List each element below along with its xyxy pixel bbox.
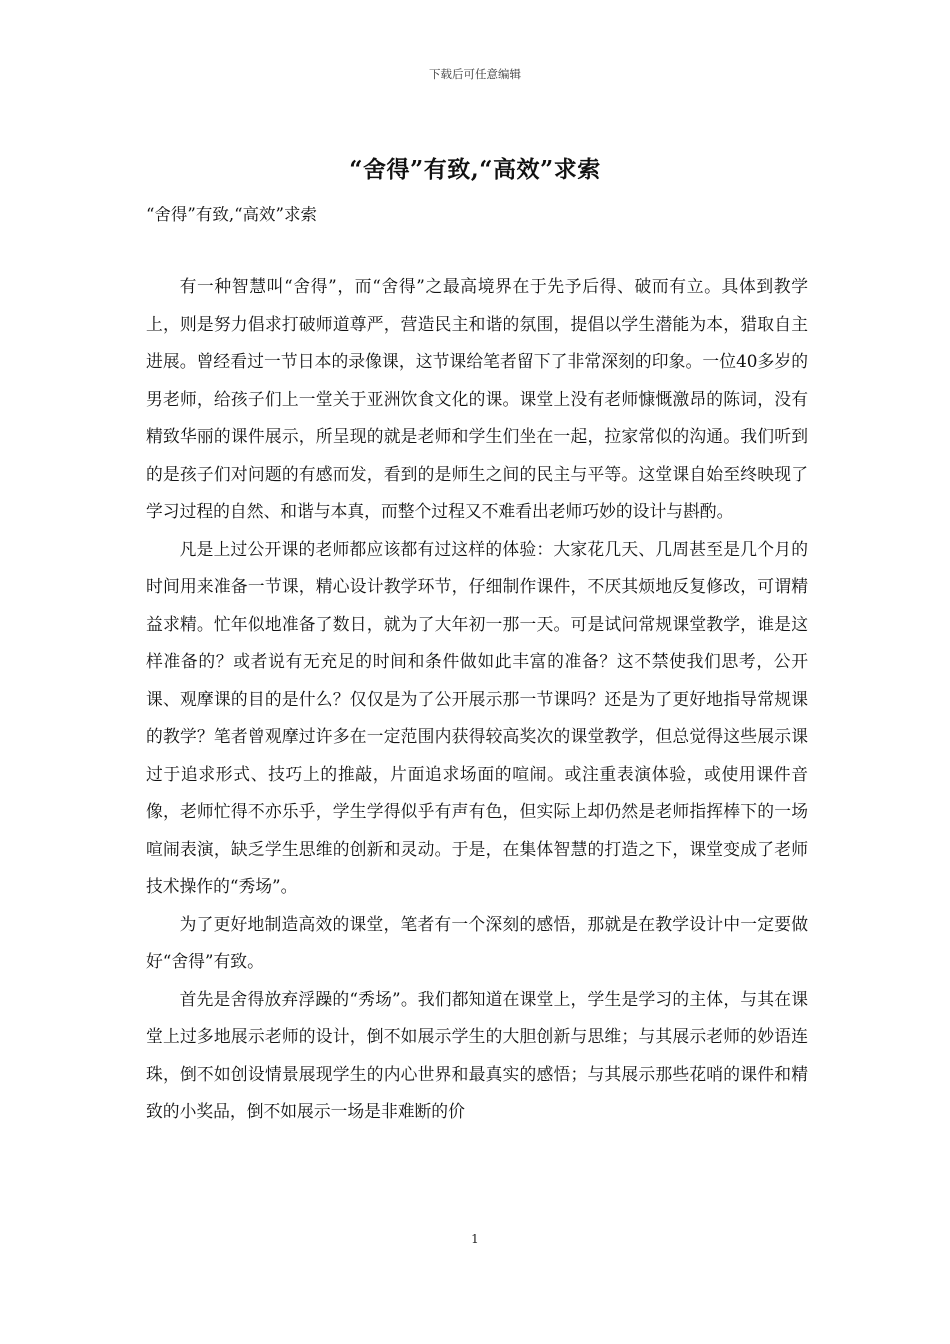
paragraph-1: 有一种智慧叫“舍得”，而“舍得”之最高境界在于先予后得、破而有立。具体到教学上，则是努力倡求打破师道尊严，营造民主和谐的氛围，提倡以学生潜能为本，猎取自主进展。曾经看过一节日本的录像课，这节课给笔者留下了非常深刻的印象。一位40多岁的男老师，给孩子们上一堂关于亚洲饮食文化的课。课堂上没有老师慷慨激昂的陈词，没有精致华丽的课件展示，所呈现的就是老师和学生们坐在一起，拉家常似的沟通。我们听到的是孩子们对问题的有感而发，看到的是师生之间的民主与平等。这堂课自始至终映现了学习过程的自然、和谐与本真，而整个过程又不难看出老师巧妙的设计与斟酌。: [146, 276, 808, 521]
paragraph-4: 首先是舍得放弃浮躁的“秀场”。我们都知道在课堂上，学生是学习的主体，与其在课堂上过多地展示老师的设计，倒不如展示学生的大胆创新与思维；与其展示老师的妙语连珠，倒不如创设情景展现学生的内心世界和最真实的感悟；与其展示那些花哨的课件和精致的小奖品，倒不如展示一场是非难断的价: [146, 988, 808, 1121]
document-subtitle: “舍得”有致,“高效”求索: [146, 205, 317, 224]
page-header: 下载后可任意编辑: [429, 67, 521, 81]
document-body: [146, 268, 808, 1131]
paragraph-3: 为了更好地制造高效的课堂，笔者有一个深刻的感悟，那就是在教学设计中一定要做好“舍得”有致。: [146, 913, 808, 971]
page-number: 1: [471, 1232, 479, 1246]
paragraph-2: 凡是上过公开课的老师都应该都有过这样的体验：大家花几天、几周甚至是几个月的时间用来准备一节课，精心设计教学环节，仔细制作课件，不厌其烦地反复修改，可谓精益求精。忙年似地准备了数日，就为了大年初一那一天。可是试问常规课堂教学，谁是这样准备的？或者说有无充足的时间和条件做如此丰富的准备？这不禁使我们思考，公开课、观摩课的目的是什么？仅仅是为了公开展示那一节课吗？还是为了更好地指导常规课的教学？笔者曾观摩过许多在一定范围内获得较高奖次的课堂教学，但总觉得这些展示课过于追求形式、技巧上的推敲，片面追求场面的喧闹。或注重表演体验，或使用课件音像，老师忙得不亦乐乎，学生学得似乎有声有色，但实际上却仍然是老师指挥棒下的一场喧闹表演，缺乏学生思维的创新和灵动。于是，在集体智慧的打造之下，课堂变成了老师技术操作的“秀场”。: [146, 538, 808, 896]
document-title: “舍得”有致,“高效”求索: [349, 156, 601, 183]
